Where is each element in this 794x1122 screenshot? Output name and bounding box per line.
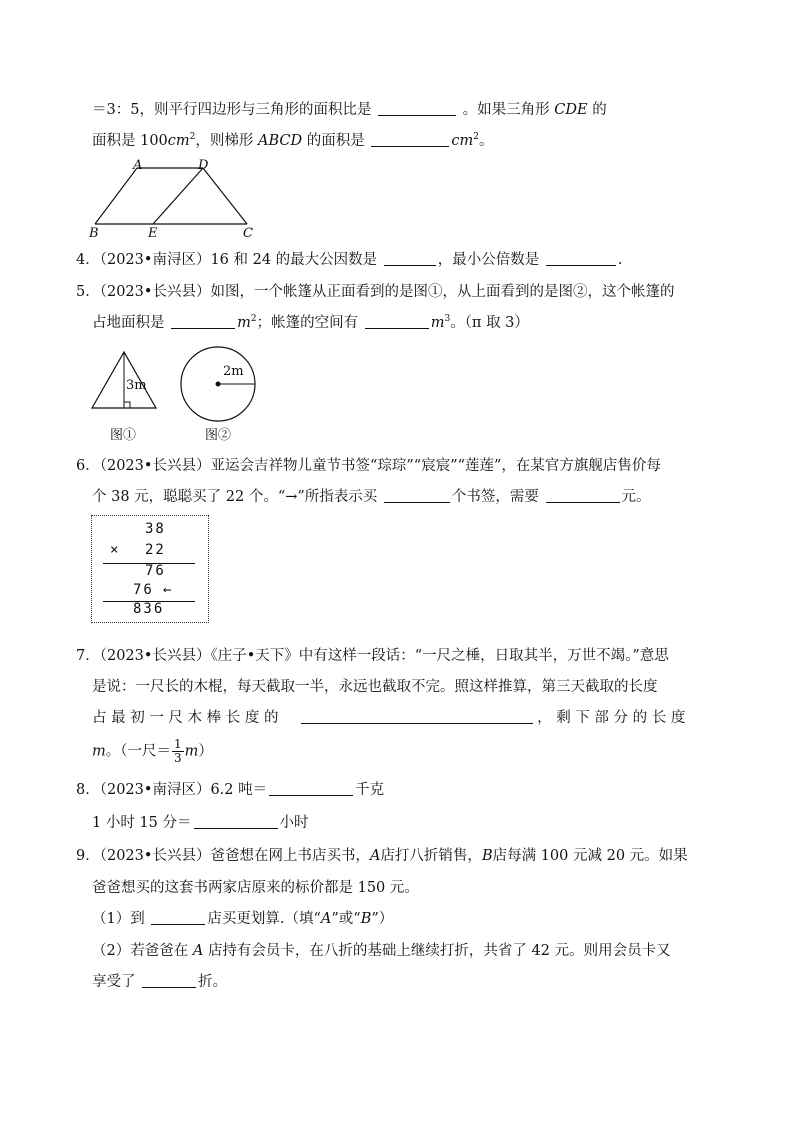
label-a: A (133, 158, 143, 173)
question-9-line-1: 9．（2023•长兴县）爸爸想在网上书店买书，A店打八折销售，B店每满 100 元减 20 元。如果 (76, 848, 688, 864)
trapezoid-figure (85, 158, 265, 243)
q5-blank-volume[interactable] (365, 314, 429, 329)
circle-radius-label: 2m (223, 364, 244, 379)
q6-blank-count[interactable] (384, 488, 450, 503)
edge-de (153, 168, 203, 224)
question-7-line-2: 是说：一尺长的木棍，每天截取一半，永远也截取不完。照这样推算，第三天截取的长度 (92, 679, 658, 695)
question-7-line-1: 7．（2023•长兴县）《庄子•天下》中有这样一段话：“一尺之棰，日取其半，万世不竭。”意思 (76, 648, 669, 664)
calc-multiplier: 22 (145, 542, 166, 558)
question-9-sub-2-line-2: 享受了 折。 (92, 974, 228, 990)
edge-dc (203, 168, 247, 224)
q3-line-1: ＝3：5，则平行四边形与三角形的面积比是 。如果三角形 CDE 的 (92, 102, 607, 118)
question-9-sub-1: （1）到 店买更划算.（填“A”或“B”） (92, 911, 394, 927)
question-7-line-4: m。（一尺＝ $\frac{1}{3}$ m） (92, 737, 213, 765)
label-e: E (148, 226, 158, 241)
tent-top-circle (176, 344, 260, 428)
edge-ab (95, 168, 137, 224)
question-6-line-1: 6．（2023•长兴县）亚运会吉祥物儿童节书签“琮琮”“宸宸”“莲莲”，在某官方旗舰店售价每 (76, 458, 661, 474)
q7-blank-fraction[interactable] (301, 709, 533, 724)
calc-partial-1: 76 (145, 563, 166, 579)
calc-times-sign: × (110, 542, 121, 558)
q9-blank-store[interactable] (151, 910, 205, 925)
fraction-one-third: $\frac{1}{3}$ (174, 737, 182, 765)
question-7-line-3: 占 最 初 一 尺 木 棒 长 度 的 ， 剩 下 部 分 的 长 度 (92, 710, 686, 726)
calc-partial-2: 76 (133, 582, 154, 598)
q5-blank-area[interactable] (171, 314, 235, 329)
right-angle-mark (124, 402, 130, 408)
q9-blank-discount[interactable] (142, 973, 196, 988)
calc-multiplicand: 38 (145, 521, 166, 537)
tent-front-triangle (88, 348, 160, 412)
figure-2-caption: 图② (205, 428, 232, 443)
question-8-line-2: 1 小时 15 分＝ 小时 (92, 815, 309, 831)
q3-blank-area[interactable] (371, 132, 449, 147)
q4-blank-lcm[interactable] (546, 251, 616, 266)
q8-blank-kg[interactable] (269, 781, 353, 796)
figure-1-caption: 图① (110, 428, 137, 443)
question-8-line-1: 8．（2023•南浔区）6.2 吨＝ 千克 (76, 782, 385, 798)
q4-blank-gcd[interactable] (384, 251, 436, 266)
question-5-line-1: 5．（2023•长兴县）如图，一个帐篷从正面看到的是图①，从上面看到的是图②，这个帐篷的 (76, 284, 675, 300)
calc-arrow: ← (163, 582, 172, 598)
q3-line-2: 面积是 $100cm^2$，则梯形 ABCD 的面积是 $cm^2$。 (92, 132, 494, 149)
question-9-sub-2: （2）若爸爸在 A 店持有会员卡，在八折的基础上继续打折，共省了 42 元。则用会员卡又 (92, 943, 671, 959)
label-d: D (198, 158, 209, 173)
question-5-line-2: 占地面积是 $m^2$；帐篷的空间有 $m^3$。（π 取 3） (92, 314, 529, 331)
label-b: B (89, 226, 99, 241)
question-4: 4．（2023•南浔区）16 和 24 的最大公因数是 ，最小公倍数是 . (76, 252, 623, 268)
triangle-height-label: 3m (126, 378, 147, 393)
q8-blank-hours[interactable] (194, 814, 278, 829)
question-9-line-2: 爸爸想买的这套书两家店原来的标价都是 150 元。 (92, 880, 419, 896)
q6-blank-cost[interactable] (546, 488, 620, 503)
question-6-line-2: 个 38 元，聪聪买了 22 个。“→”所指表示买 个书签，需要 元。 (92, 489, 651, 505)
calc-product: 836 (133, 601, 165, 617)
label-c: C (243, 226, 253, 241)
q3-blank-ratio[interactable] (378, 101, 456, 116)
